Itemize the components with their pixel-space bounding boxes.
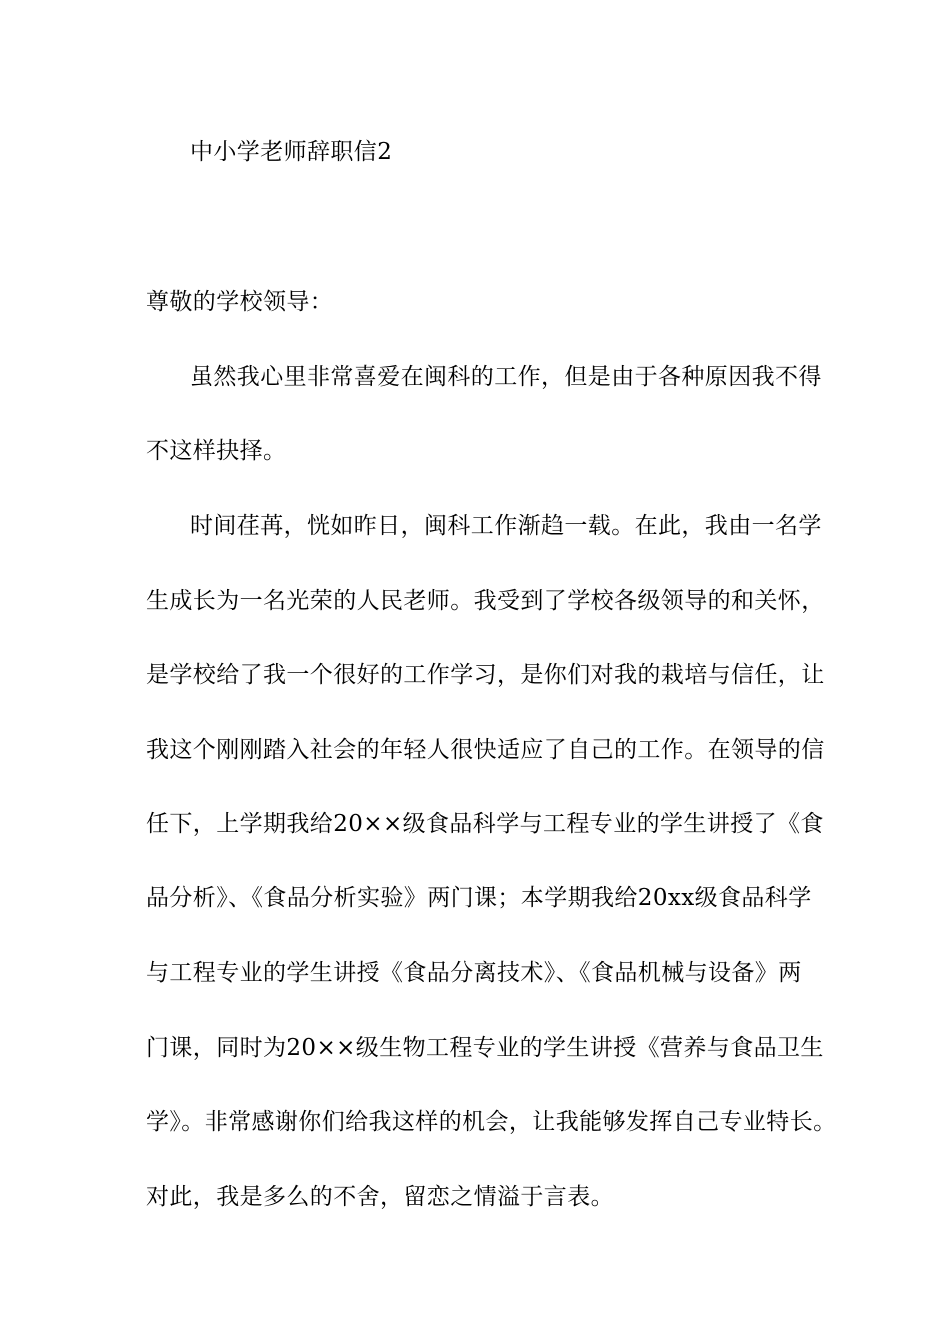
document-title: 中小学老师辞职信2 [190,139,393,165]
paragraph-line: 虽然我心里非常喜爱在闽科的工作，但是由于各种原因我不得 [190,364,822,390]
paragraph-line: 门课，同时为20××级生物工程专业的学生讲授《营养与食品卫生 [146,1035,824,1061]
paragraph-line: 与工程专业的学生讲授《食品分离技术》、《食品机械与设备》两 [146,960,802,986]
paragraph-line: 品分析》、《食品分析实验》两门课；本学期我给20xx级食品科学 [146,885,812,911]
paragraph-line: 生成长为一名光荣的人民老师。我受到了学校各级领导的和关怀， [146,588,825,614]
paragraph-line: 对此，我是多么的不舍，留恋之情溢于言表。 [146,1184,614,1210]
paragraph-line: 不这样抉择。 [146,438,287,464]
paragraph-line: 是学校给了我一个很好的工作学习，是你们对我的栽培与信任，让 [146,662,825,688]
salutation: 尊敬的学校领导： [146,289,334,315]
paragraph-line: 任下，上学期我给20××级食品科学与工程专业的学生讲授了《食 [146,811,824,837]
paragraph-line: 学》。非常感谢你们给我这样的机会，让我能够发挥自己专业特长。 [146,1109,837,1135]
paragraph-line: 时间荏苒，恍如昨日，闽科工作渐趋一载。在此，我由一名学 [190,513,822,539]
paragraph-line: 我这个刚刚踏入社会的年轻人很快适应了自己的工作。在领导的信 [146,737,825,763]
